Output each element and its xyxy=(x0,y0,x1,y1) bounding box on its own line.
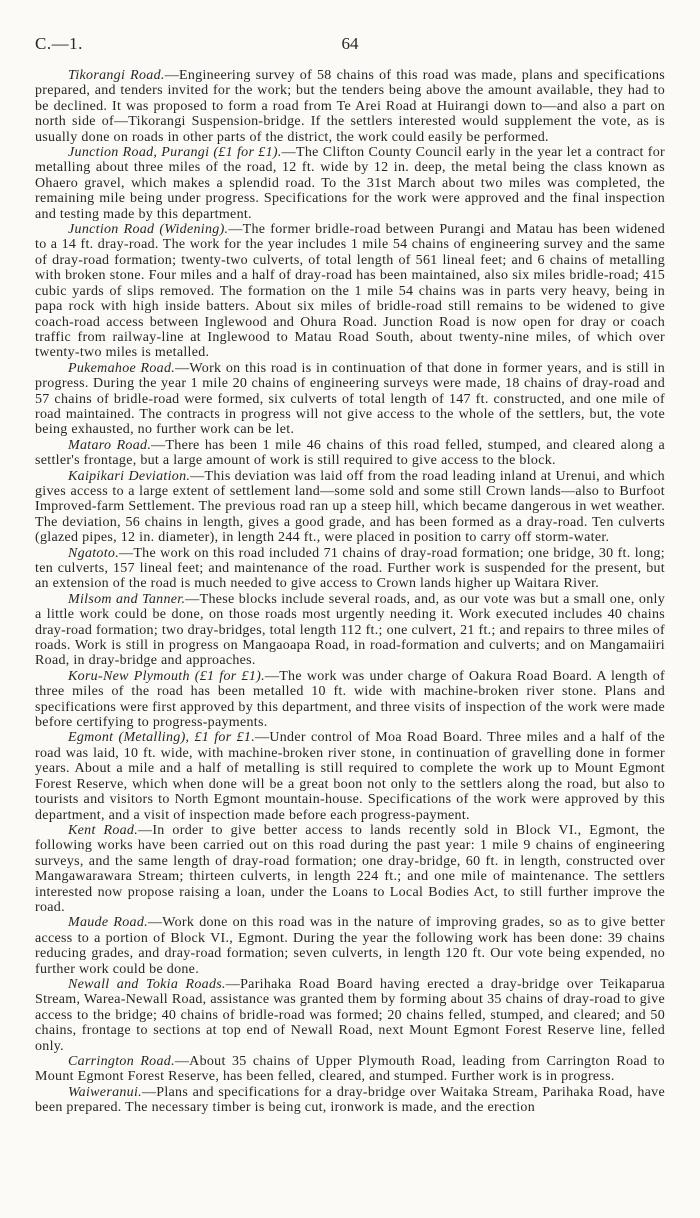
paragraph-title: Ngatoto. xyxy=(68,545,120,561)
paragraph-pukemahoe-road xyxy=(35,361,665,438)
paragraph-title: Junction Road, Purangi (£1 for £1). xyxy=(68,145,282,161)
paragraph-title: Tikorangi Road. xyxy=(68,68,165,83)
paragraph-body: —About 35 chains of Upper Plymouth Road, leading from Carrington Road to Mount Egmont Forest Reserve, has been felled, cleared, and stumped. Further work is in progress. xyxy=(35,1054,665,1085)
paragraph-title: Waiweranui. xyxy=(68,1084,142,1100)
paragraph-body: —The work on this road included 71 chains of dray-road formation; one bridge, 30 ft. long; ten culverts, 157 lineal feet; and maintenance of the road. Further work is suspended for the present, but an extension of the road is much needed to give access to Crown lands higher up Waitara River. xyxy=(35,545,665,592)
paragraph-body: —The work was under charge of Oakura Road Board. A length of three miles of the road has been metalled 10 ft. wide with machine-broken river stone. Plans and specifications were first approved by this department, and three visits of inspection of the work were made before certifying to progress-payments. xyxy=(35,668,665,731)
paragraph-egmont-metalling xyxy=(35,730,665,822)
paragraph-newall-and-tokia-roads xyxy=(35,977,665,1054)
paragraph-body: —This deviation was laid off from the road leading inland at Urenui, and which gives access to a large extent of settlement land—some sold and some still Crown lands—also to Burfoot Improved-farm Settlement. The previous road ran up a steep hill, which became dangerous in wet weather. The deviation, 56 chains in length, gives a good grade, and has been formed as a dray-road. Ten culverts (glazed pipes, 12 in. diameter), in length 244 ft., were placed in position to carry off storm-water. xyxy=(35,468,665,546)
paragraph-tikorangi-road xyxy=(35,68,665,145)
paragraph-body: —Work done on this road was in the nature of improving grades, so as to give better access to a portion of Block VI., Egmont. During the year the following work has been done: 39 chains reducing grades, and dray-road formation; seven culverts, in length 120 ft. Our vote being expended, no further work could be done. xyxy=(35,915,665,977)
document-reference: C.—1. xyxy=(35,34,83,53)
paragraph-milsom-and-tanner xyxy=(35,592,665,669)
paragraph-title: Egmont (Metalling), £1 for £1. xyxy=(68,730,256,746)
paragraph-waiweranui xyxy=(35,1085,665,1116)
paragraph-body: —The former bridle-road between Purangi and Matau has been widened to a 14 ft. dray-road. The work for the year includes 1 mile 54 chains of engineering survey and the same of dray-road formation; twenty-two culverts, of total length of 561 lineal feet; and 6 chains of metalling with broken stone. Four miles and a half of dray-road has been maintained, also six miles bridle-road; 415 cubic yards of slips removed. The formation on the 1 mile 54 chains was in parts very heavy, being in papa rock with high inside batters. About six miles of bridle-road still remains to be widened to give coach-road access between Inglewood and Ohura Road. Junction Road is now open for dray or coach traffic from railway-line at Inglewood to Matau Road South, about twenty-nine miles, of which over twenty-two miles is metalled. xyxy=(35,222,665,361)
paragraph-title: Milsom and Tanner. xyxy=(68,591,186,607)
paragraph-kent-road xyxy=(35,823,665,915)
paragraph-title: Pukemahoe Road. xyxy=(68,360,176,376)
page-header xyxy=(35,34,665,56)
paragraph-title: Carrington Road. xyxy=(68,1054,175,1069)
paragraph-title: Mataro Road. xyxy=(68,437,152,453)
paragraph-body: —Parihaka Road Board having erected a dray-bridge over Teikaparua Stream, Warea-Newall Road, assistance was granted them by forming about 35 chains of dray-road to give access to the bridge; 40 chains of bridle-road was formed; 20 chains felled, stumped, and cleared; and 50 chains, frontage to sections at top end of Newall Road, next Mount Egmont Forest Reserve line, felled only. xyxy=(35,976,665,1054)
paragraph-body: —Plans and specifications for a dray-bridge over Waitaka Stream, Parihaka Road, have been prepared. The necessary timber is being cut, ironwork is made, and the erection xyxy=(35,1084,665,1116)
paragraph-title: Koru-New Plymouth (£1 for £1). xyxy=(68,668,265,684)
page-number: 64 xyxy=(341,34,359,53)
paragraph-body: —The Clifton County Council early in the year let a contract for metalling about three miles of the road, 12 ft. wide by 12 in. deep, the metal being the class known as Ohaero gravel, which makes a splendid road. To the 31st March about two miles was completed, the remaining mile being under progress. Specifications for the work were approved and the final inspection and testing made by this department. xyxy=(35,145,666,222)
paragraph-junction-road-widening xyxy=(35,222,665,361)
paragraph-title: Kent Road. xyxy=(68,822,139,838)
paragraph-koru-new-plymouth xyxy=(35,669,665,731)
paragraph-title: Newall and Tokia Roads. xyxy=(68,976,226,992)
paragraph-body: —These blocks include several roads, and, as our vote was but a small one, only a little work could be done, on those roads most urgently needing it. Work executed includes 40 chains dray-road formation; two dray-bridges, total length 112 ft.; one culvert, 21 ft.; and repairs to three miles of roads. Work is still in progress on Mangaoapa Road, in road-formation and culverts; and on Mangamaiiri Road, in dray-bridge and approaches. xyxy=(35,591,666,669)
paragraph-junction-road-purangi xyxy=(35,145,665,222)
paragraph-body: —Engineering survey of 58 chains of this road was made, plans and specifications prepared, and tenders invited for the work; but the tenders being above the amount available, they had to be declined. It was proposed to form a road from Te Arei Road at Huirangi down to—and also a part on north side of—Tikorangi Suspension-bridge. If the settlers interested would supplement the vote, as is usually done on roads in other parts of the district, the work could easily be performed. xyxy=(35,68,666,145)
paragraph-body: —There has been 1 mile 46 chains of this road felled, stumped, and cleared along a settler's frontage, but a large amount of work is still required to give access to the block. xyxy=(35,437,665,469)
paragraph-body: —Under control of Moa Road Board. Three miles and a half of the road was laid, 10 ft. wide, with machine-broken river stone, in continuation of gravelling done in former years. About a mile and a half of metalling is still required to complete the work up to Mount Egmont Forest Reserve, which when done will be a great boon not only to the settlers along the road, but also to tourists and visitors to North Egmont mountain-house. Specifications of the work were approved by this department, and a visit of inspection made before each progress-payment. xyxy=(35,730,665,823)
paragraph-title: Junction Road (Widening). xyxy=(68,222,229,238)
body-text xyxy=(35,68,665,1116)
paragraph-body: —In order to give better access to lands recently sold in Block VI., Egmont, the following works have been carried out on this road during the past year: 1 mile 9 chains of engineering surveys, and the same length of dray-road formation; one dray-bridge, 60 ft. in length, constructed over Mangawarawara Stream; thirteen culverts, in length 224 ft.; and one mile of maintenance. The settlers interested now propose raising a loan, under the Loans to Local Bodies Act, to still further improve the road. xyxy=(35,822,665,915)
paragraph-carrington-road xyxy=(35,1054,665,1085)
paragraph-ngatoto xyxy=(35,546,665,592)
paragraph-kaipikari-deviation xyxy=(35,469,665,546)
paragraph-body: —Work on this road is in continuation of that done in former years, and is still in progress. During the year 1 mile 20 chains of engineering surveys were made, 18 chains of dray-road and 57 chains of bridle-road were formed, six culverts of total length of 147 ft. constructed, and one mile of road maintained. The contracts in progress will not give access to the whole of the settlers, but, the vote being exhausted, no further work can be let. xyxy=(35,360,666,438)
paragraph-maude-road xyxy=(35,915,665,977)
paragraph-title: Maude Road. xyxy=(68,915,148,931)
paragraph-title: Kaipikari Deviation. xyxy=(68,468,191,484)
paragraph-mataro-road xyxy=(35,438,665,469)
